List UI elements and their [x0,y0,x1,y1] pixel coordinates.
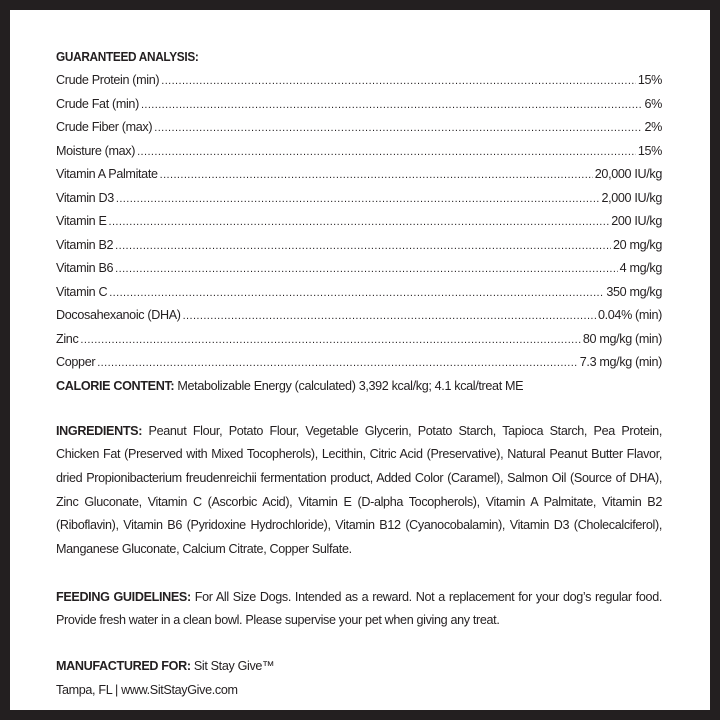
analysis-row [56,351,662,375]
dot-leader [137,141,636,165]
analysis-row [56,93,662,117]
analysis-label: Crude Fiber (max) [56,120,153,134]
feeding-guidelines-text: For All Size Dogs. Intended as a reward. Not a replacement for your dog’s regular food. Provide fresh water in a clean bowl. Please supervise your pet when giving any treat. [56,589,662,628]
analysis-label: Vitamin A Palmitate [56,167,158,181]
analysis-label: Vitamin E [56,214,107,228]
ingredients-section [56,420,662,562]
dot-leader [109,282,604,306]
ingredients-label: INGREDIENTS: [56,423,143,438]
analysis-label: Crude Protein (min) [56,73,160,87]
nutrition-label [56,46,662,703]
manufactured-for-section [56,655,662,702]
analysis-value: 20 mg/kg [612,237,662,252]
analysis-value: 2,000 IU/kg [601,190,662,205]
dot-leader [161,70,636,94]
analysis-row [56,304,662,328]
analysis-row [56,140,662,164]
analysis-row [56,210,662,234]
analysis-value: 80 mg/kg (min) [582,331,662,346]
analysis-row [56,69,662,93]
analysis-label: Copper [56,355,96,369]
analysis-value: 15% [637,143,662,158]
analysis-row [56,163,662,187]
dot-leader [183,305,596,329]
dot-leader [80,329,581,353]
ingredients-text: Peanut Flour, Potato Flour, Vegetable Glycerin, Potato Starch, Tapioca Starch, Pea Protein, Chicken Fat (Preserved with Mixed Tocopherols), Lecithin, Citric Acid (Preservative), Natural Peanut Butter Flavor, dried Propionibacterium freudenreichii fermentation product, Added Color (Caramel), Salmon Oil (Source of DHA), Zinc Gluconate, Vitamin C (Ascorbic Acid), Vitamin E (D-alpha Tocopherols), Vitamin A Palmitate, Vitamin B2 (Riboflavin), Vitamin B6 (Pyridoxine Hydrochloride), Vitamin B12 (Cyanocobalamin), Vitamin D3 (Cholecalciferol), Manganese Gluconate, Calcium Citrate, Copper Sulfate. [56,423,662,557]
analysis-label: Vitamin B6 [56,261,114,275]
analysis-value: 15% [637,73,662,87]
analysis-value: 7.3 mg/kg (min) [579,355,662,369]
analysis-label: Docosahexanoic (DHA) [56,308,181,322]
dot-leader [115,235,611,259]
analysis-label: Vitamin D3 [56,190,114,205]
analysis-label: Vitamin C [56,284,108,299]
analysis-row [56,328,662,352]
dot-leader [115,258,617,282]
analysis-label: Vitamin B2 [56,237,114,252]
dot-leader [97,352,578,376]
manufacturer-name: Sit Stay Give™ [193,659,275,674]
analysis-value: 6% [644,96,662,111]
analysis-value: 2% [644,120,662,134]
analysis-value: 20,000 IU/kg [594,167,662,181]
analysis-value: 0.04% (min) [597,308,662,322]
analysis-row [56,281,662,305]
analysis-row [56,116,662,140]
manufactured-for-label: MANUFACTURED FOR: [56,659,191,674]
calorie-content [56,376,662,396]
analysis-row [56,187,662,211]
analysis-value: 200 IU/kg [611,214,662,228]
analysis-row [56,234,662,258]
feeding-guidelines-label: FEEDING GUIDELINES: [56,589,191,604]
dot-leader [160,164,593,188]
analysis-value: 350 mg/kg [606,284,662,299]
manufacturer-address: Tampa, FL | www.SitStayGive.com [56,682,238,697]
guaranteed-analysis-heading: GUARANTEED ANALYSIS: [56,50,199,64]
analysis-value: 4 mg/kg [619,261,662,275]
dot-leader [116,188,600,212]
analysis-label: Crude Fat (min) [56,96,139,111]
dot-leader [141,94,643,118]
calorie-content-label: CALORIE CONTENT: [56,378,175,393]
analysis-label: Moisture (max) [56,143,136,158]
feeding-guidelines-section [56,586,662,633]
calorie-content-text: Metabolizable Energy (calculated) 3,392 kcal/kg; 4.1 kcal/treat ME [177,378,524,393]
analysis-label: Zinc [56,331,79,346]
analysis-row [56,257,662,281]
guaranteed-analysis-table [56,69,662,375]
dot-leader [154,117,642,141]
dot-leader [109,211,610,235]
manufacturer-line [56,655,662,679]
